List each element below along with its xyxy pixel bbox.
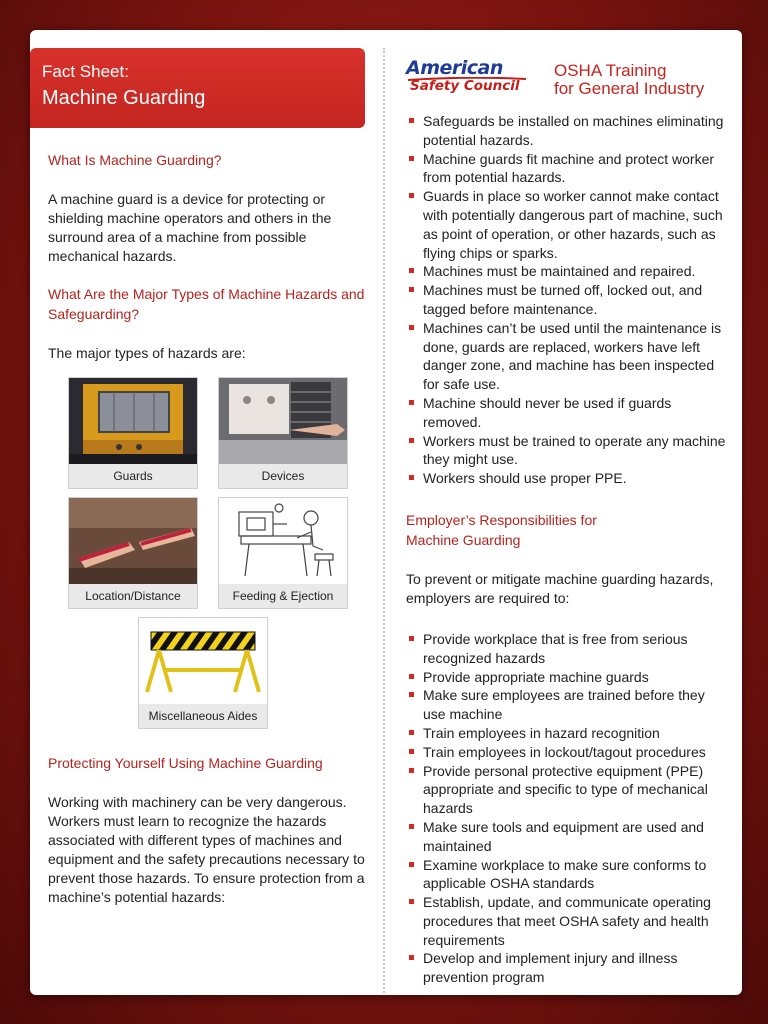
american-safety-council-logo — [406, 58, 526, 102]
list-item: Train employees in lockout/tagout procedures — [406, 743, 728, 762]
fact-sheet-kicker: Fact Sheet: — [42, 62, 129, 81]
hazard-image-grid — [48, 377, 370, 735]
list-item: Provide workplace that is free from serious recognized hazards — [406, 630, 728, 668]
list-item: Machines must be maintained and repaired. — [406, 262, 728, 281]
header-logo-row — [406, 52, 728, 112]
section-heading-protecting: Protecting Yourself Using Machine Guarding — [48, 755, 323, 771]
hazard-tile-devices — [218, 377, 348, 489]
osha-line-1: OSHA Training — [554, 61, 667, 80]
list-item: Guards in place so worker cannot make contact with potentially dangerous part of machine, such as point of operation, or other hazards, such as flying chips or sparks. — [406, 187, 728, 262]
list-item: Machines can’t be used until the maintenance is done, guards are replaced, workers have left danger zone, and machine has been inspected for safe use. — [406, 319, 728, 394]
osha-training-title — [554, 62, 704, 98]
list-item: Safeguards be installed on machines eliminating potential hazards. — [406, 112, 728, 150]
osha-line-2: for General Industry — [554, 79, 705, 98]
guards-image — [69, 378, 197, 464]
section-heading-major-types: What Are the Major Types of Machine Hazards and Safeguarding? — [48, 286, 365, 322]
list-item: Workers should use proper PPE. — [406, 469, 728, 488]
location-distance-caption: Location/Distance — [69, 584, 197, 608]
protecting-paragraph: Working with machinery can be very dangerous. Workers must learn to recognize the hazards associated with different types of machines and equipment and the safety precautions necessary to prevent those hazards. To ensure protection from a machine’s potential hazards: — [48, 794, 365, 905]
list-item: Develop and implement injury and illness prevention program — [406, 949, 728, 987]
location-distance-image — [69, 498, 197, 584]
logo-line-1: American — [406, 57, 503, 79]
devices-caption: Devices — [219, 464, 347, 488]
section-heading-employer — [406, 510, 728, 550]
guards-caption: Guards — [69, 464, 197, 488]
devices-image — [219, 378, 347, 464]
employer-responsibility-list — [406, 630, 728, 987]
right-column — [406, 52, 728, 987]
left-column — [48, 150, 370, 907]
hazard-tile-guards — [68, 377, 198, 489]
logo-swoosh-icon — [408, 77, 526, 81]
title-banner — [30, 48, 365, 128]
list-item: Train employees in hazard recognition — [406, 724, 728, 743]
feeding-ejection-image — [219, 498, 347, 584]
page-title: Machine Guarding — [42, 87, 206, 109]
column-divider — [383, 48, 385, 993]
hazard-tile-feeding-ejection — [218, 497, 348, 609]
employer-intro: To prevent or mitigate machine guarding hazards, employers are required to: — [406, 570, 714, 606]
worker-protection-list — [406, 112, 728, 488]
list-item: Provide appropriate machine guards — [406, 668, 728, 687]
fact-sheet-page — [30, 30, 742, 995]
hazard-types-intro: The major types of hazards are: — [48, 345, 246, 361]
logo-line-2: Safety Council — [410, 78, 520, 94]
list-item: Machines must be turned off, locked out, and tagged before maintenance. — [406, 281, 728, 319]
employer-heading-line-2: Machine Guarding — [406, 531, 521, 548]
hazard-tile-location-distance — [68, 497, 198, 609]
list-item: Provide personal protective equipment (PPE) appropriate and specific to type of mechanical hazards — [406, 762, 728, 818]
list-item: Machine should never be used if guards removed. — [406, 394, 728, 432]
list-item: Examine workplace to make sure conforms to applicable OSHA standards — [406, 856, 728, 894]
feeding-ejection-caption: Feeding & Ejection — [219, 584, 347, 608]
employer-heading-line-1: Employer’s Responsibilities for — [406, 511, 597, 528]
list-item: Make sure employees are trained before they use machine — [406, 686, 728, 724]
section-heading-what-is: What Is Machine Guarding? — [48, 152, 222, 168]
list-item: Establish, update, and communicate operating procedures that meet OSHA safety and health requirements — [406, 893, 728, 949]
list-item: Workers must be trained to operate any machine they might use. — [406, 432, 728, 470]
list-item: Machine guards fit machine and protect worker from potential hazards. — [406, 150, 728, 188]
list-item: Make sure tools and equipment are used and maintained — [406, 818, 728, 856]
definition-paragraph: A machine guard is a device for protecting or shielding machine operators and others in the surround area of a machine from possible mechanical hazards. — [48, 191, 332, 264]
hazard-tile-misc-aides — [138, 617, 268, 729]
misc-aides-caption: Miscellaneous Aides — [139, 704, 267, 728]
barricade-image — [139, 618, 267, 704]
